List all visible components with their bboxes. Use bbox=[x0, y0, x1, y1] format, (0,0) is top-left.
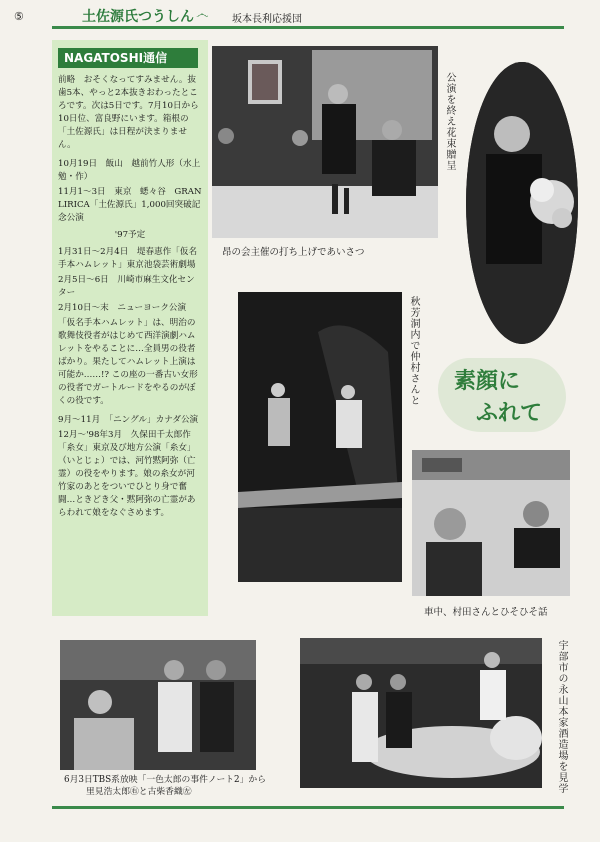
event-item: 10月19日 飯山 越前竹人形（水上勉・作） bbox=[58, 159, 201, 182]
event-item: 1月31日～2月4日 堤春恵作「仮名手本ハムレット」東京池袋芸術劇場 bbox=[58, 247, 198, 270]
swirl-ornament-icon: ෴ bbox=[196, 7, 207, 22]
cave-caption: 秋芳洞内で仲村さんと bbox=[408, 296, 419, 406]
party-photo bbox=[212, 46, 438, 238]
bouquet-caption: 公演を終え花束贈呈 bbox=[444, 72, 455, 171]
feature-title-line1: 素顔に bbox=[454, 369, 521, 394]
event-item: 2月10日～末 ニューヨーク公演 bbox=[58, 303, 187, 313]
car-caption: 車中、村田さんとひそひそ話 bbox=[424, 607, 548, 618]
bouquet-photo bbox=[466, 62, 578, 344]
cave-photo bbox=[238, 292, 402, 582]
column-intro: 前略 おそくなってすみません。抜歯5本、やっと2本抜きおわったところです。次は5日です。7月10日から10日位、富良野にいます。箱根の「土佐源氏」は日程が決まりません。 bbox=[58, 75, 199, 150]
party-caption: 昂の会主催の打ち上げであいさつ bbox=[222, 247, 365, 258]
column-title: NAGATOSHI通信 bbox=[58, 48, 198, 68]
brewery-photo bbox=[300, 638, 542, 788]
tv-caption-line2: 里見浩太郎㊨と古柴香織㊧ bbox=[86, 787, 192, 797]
top-rule bbox=[52, 26, 564, 29]
tv-caption-line1: 6月3日TBS系放映「一色太郎の事件ノート2」から bbox=[64, 775, 267, 785]
tv-photo bbox=[60, 640, 256, 770]
feature-title-line2: ふれて bbox=[476, 401, 543, 426]
newsletter-title: 土佐源氏つうしん bbox=[82, 9, 194, 25]
bottom-rule bbox=[52, 806, 564, 809]
nagatoshi-column bbox=[52, 40, 208, 616]
page-number: ⑤ bbox=[14, 10, 24, 23]
event-item: 2月5日～6日 川崎市麻生文化センター bbox=[58, 275, 195, 298]
hamlet-description: 「仮名手本ハムレット」は、明治の歌舞伎役者がはじめて西洋演劇ハムレットをやることに…全員男の役者ばかり。果たしてハムレット上演は可能か……!? この座の一番古い女形の役者でガートルードをやるのがぼくの役です。 bbox=[58, 318, 198, 406]
event-item: 11月1～3日 東京 蟋々谷 GRAN LIRICA「土佐源氏」1,000回突破記念公演 bbox=[58, 187, 202, 223]
event-item: 9月～11月 「ニングル」カナダ公演 bbox=[58, 415, 199, 425]
car-photo bbox=[412, 450, 570, 596]
schedule-heading: '97予定 bbox=[114, 230, 146, 240]
event-item: 12月～'98年3月 久保田千太郎作「糸女」東京及び地方公演「糸女」（いとじょ）では、河竹黙阿弥（亡霊）の役をやります。娘の糸女が河竹家のあとをついでひとり身で奮闘…ときどき父・黙阿弥の亡霊があらわれて娘をなぐさめます。 bbox=[58, 430, 196, 518]
club-name: 坂本長利応援団 bbox=[232, 14, 302, 25]
brewery-caption: 宇部市の永山本家酒造場を見学 bbox=[556, 640, 567, 794]
